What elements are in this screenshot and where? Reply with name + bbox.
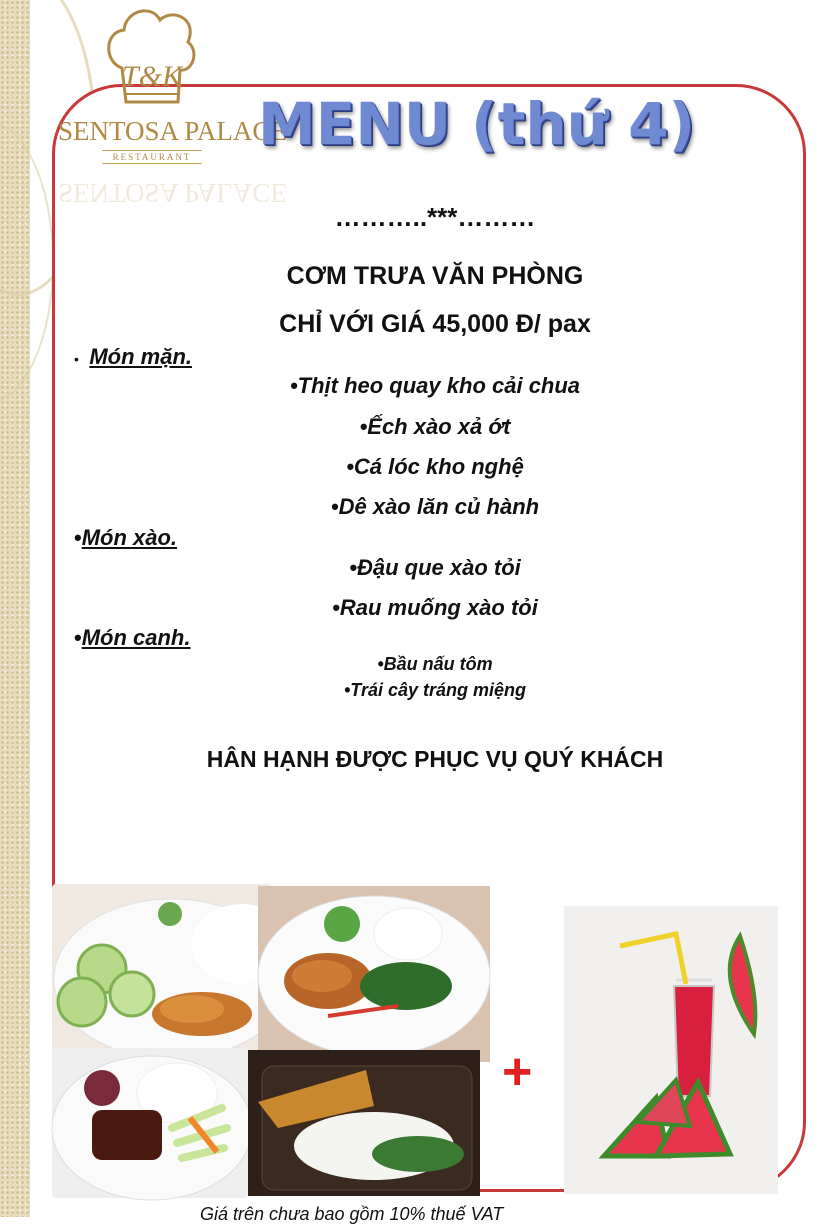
watermelon-juice-photo [564,906,778,1194]
dish-item: •Cá lóc kho nghệ [346,454,524,479]
heading-office-lunch: CƠM TRƯA VĂN PHÒNG [286,262,584,290]
section-label: Món xào. [81,525,178,550]
plus-sign: + [502,1043,533,1101]
braised-pork-photo [52,1048,248,1198]
section-label: Món mặn. [89,344,193,369]
vat-note: Giá trên chưa bao gồm 10% thuế VAT [200,1204,504,1224]
chef-hat-icon [100,2,204,114]
bullet-icon: • [74,525,82,550]
bullet-icon: • [74,625,82,650]
heading-price: CHỈ VỚI GIÁ 45,000 Đ/ pax [279,310,591,338]
dish-item: •Rau muống xào tỏi [332,595,538,620]
logo-monogram: T&K [121,60,183,93]
logo-reflection: SENTOSA PALACE [58,178,287,208]
section-heading [74,525,177,551]
dish-item: •Đậu que xào tỏi [349,555,521,580]
dish-item: •Dê xào lăn củ hành [330,494,540,519]
section-heading [74,344,192,370]
section-heading [74,625,190,651]
dish-item: •Thịt heo quay kho cải chua [289,373,581,398]
dish-item: •Ếch xào xả ớt [359,414,511,439]
dish-item: •Bầu nấu tôm [377,654,493,674]
welcome-footer: HÂN HẠNH ĐƯỢC PHỤC VỤ QUÝ KHÁCH [206,746,664,772]
separator: ………..***……… [334,202,536,232]
logo-subtitle: RESTAURANT [102,150,202,164]
section-label: Món canh. [81,625,191,650]
chicken-greens-photo [258,886,490,1062]
menu-title: MENU (thứ 4) [258,90,696,158]
restaurant-logo [58,0,287,220]
fish-rice-photo [248,1050,480,1196]
logo-name: SENTOSA PALACE [58,116,287,146]
rice-chicken-photo [52,884,272,1054]
dish-item: •Trái cây tráng miệng [343,680,527,700]
bullet-icon: • [74,351,79,367]
